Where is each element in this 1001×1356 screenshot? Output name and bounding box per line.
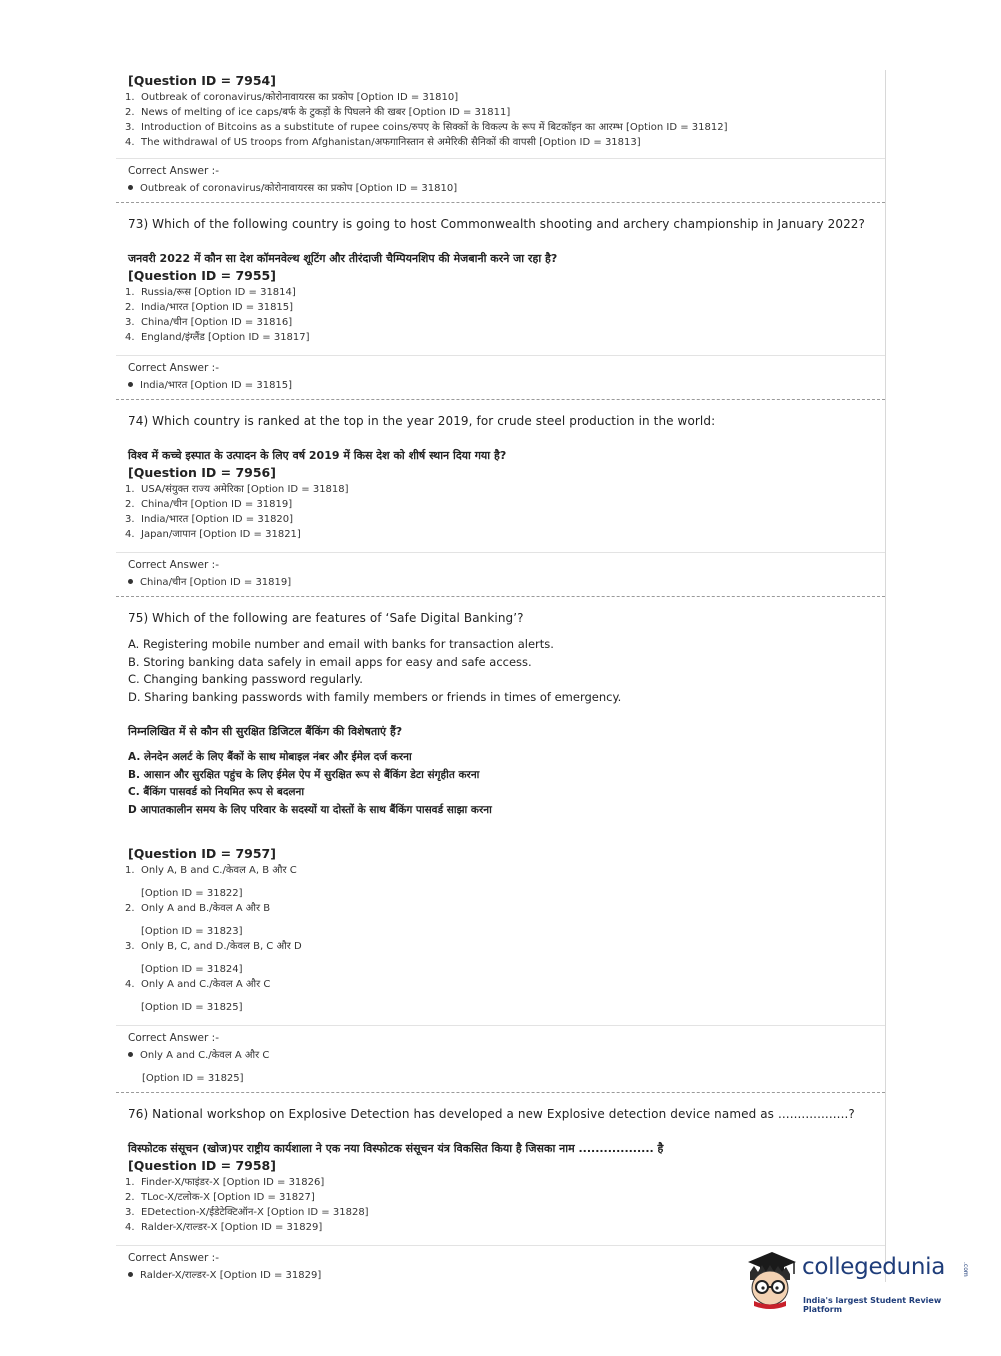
option-text: Outbreak of coronavirus/कोरोनावायरस का प्रकोप [Option ID = 31810] <box>141 92 459 103</box>
question-separator <box>116 399 885 400</box>
correct-answer-label: Correct Answer :- <box>128 1032 219 1044</box>
option-item <box>125 1175 885 1190</box>
option-number: 1. <box>125 92 135 103</box>
question-separator <box>116 1092 885 1093</box>
question-id: [Question ID = 7955] <box>128 268 276 283</box>
option-number: 3. <box>125 941 135 952</box>
answer-text: India/भारत [Option ID = 31815] <box>140 380 293 391</box>
question-73-block <box>116 216 885 345</box>
correct-answer-label: Correct Answer :- <box>128 165 219 177</box>
option-item <box>125 135 885 150</box>
option-text: England/इंग्लैंड [Option ID = 31817] <box>141 332 310 343</box>
statements-english <box>116 636 885 706</box>
option-item <box>125 105 885 120</box>
question-hindi: जनवरी 2022 में कौन सा देश कॉमनवेल्थ शूटिंग और तीरंदाजी चैम्पियनशिप की मेजबानी करने जा रहा है? <box>128 252 558 265</box>
brand-domain: .com <box>962 1262 969 1277</box>
divider <box>116 355 885 356</box>
option-text: India/भारत [Option ID = 31820] <box>141 514 294 525</box>
option-number: 4. <box>125 1222 135 1233</box>
option-number: 4. <box>125 137 135 148</box>
option-item <box>125 300 885 315</box>
option-item <box>125 977 885 1015</box>
option-text: TLoc-X/टलोक-X [Option ID = 31827] <box>141 1192 315 1203</box>
options-list <box>116 482 885 542</box>
option-number: 4. <box>125 332 135 343</box>
option-item <box>125 482 885 497</box>
option-item <box>125 120 885 135</box>
question-title: 76) National workshop on Explosive Detection has developed a new Explosive detection device named as ..................? <box>128 1107 855 1121</box>
correct-answer-label: Correct Answer :- <box>128 362 219 374</box>
bullet-icon <box>128 382 133 387</box>
correct-answer-label: Correct Answer :- <box>128 559 219 571</box>
divider <box>116 158 885 159</box>
statement-hindi: B. आसान और सुरक्षित पहुंच के लिए ईमेल ऐप में सुरक्षित रूप से बैंकिंग डेटा संगृहीत करना <box>128 768 480 781</box>
statement: C. Changing banking password regularly. <box>128 672 363 686</box>
bullet-icon <box>128 579 133 584</box>
answer-75-block <box>116 1031 885 1086</box>
bullet-icon <box>128 185 133 190</box>
option-text: Only A and B./केवल A और B <box>141 903 271 914</box>
option-text: The withdrawal of US troops from Afghanistan/अफगानिस्तान से अमेरिकी सैनिकों की वापसी [Option ID = 31813] <box>141 137 641 148</box>
option-number: 4. <box>125 979 135 990</box>
question-id: [Question ID = 7954] <box>128 73 276 88</box>
answer-text: Ralder-X/राल्डर-X [Option ID = 31829] <box>140 1270 322 1281</box>
options-list <box>116 90 885 150</box>
question-id: [Question ID = 7958] <box>128 1158 276 1173</box>
bullet-icon <box>128 1272 133 1277</box>
option-id: [Option ID = 31825] <box>141 1002 243 1013</box>
option-item <box>125 1190 885 1205</box>
answer-73-block <box>116 361 885 393</box>
correct-answer-label: Correct Answer :- <box>128 1252 219 1264</box>
option-number: 3. <box>125 1207 135 1218</box>
question-id: [Question ID = 7956] <box>128 465 276 480</box>
question-hindi: विश्व में कच्चे इस्पात के उत्पादन के लिए वर्ष 2019 में किस देश को शीर्ष स्थान दिया गया है? <box>128 449 507 462</box>
brand-tagline: India's largest Student Review Platform <box>803 1296 942 1314</box>
statement-hindi: C. बैंकिंग पासवर्ड को नियमित रूप से बदलना <box>128 786 305 798</box>
question-72-block <box>116 73 885 150</box>
bullet-icon <box>128 1052 133 1057</box>
answer-text: Outbreak of coronavirus/कोरोनावायरस का प्रकोप [Option ID = 31810] <box>140 183 458 194</box>
option-text: Russia/रूस [Option ID = 31814] <box>141 287 296 298</box>
statement: D. Sharing banking passwords with family members or friends in times of emergency. <box>128 689 622 704</box>
option-number: 3. <box>125 514 135 525</box>
option-text: China/चीन [Option ID = 31819] <box>141 499 293 510</box>
collegedunia-logo <box>740 1248 970 1312</box>
question-title: 73) Which of the following country is going to host Commonwealth shooting and archery championship in January 2022? <box>128 217 866 231</box>
option-item <box>125 1205 885 1220</box>
options-list <box>116 1175 885 1235</box>
option-text: News of melting of ice caps/बर्फ के टुकड़ों के पिघलने की खबर [Option ID = 31811] <box>141 107 511 118</box>
statement: B. Storing banking data safely in email apps for easy and safe access. <box>128 654 532 669</box>
question-75-block <box>116 610 885 819</box>
statements-hindi <box>116 749 885 819</box>
answer-text: China/चीन [Option ID = 31819] <box>140 577 292 588</box>
answer-72-block <box>116 164 885 196</box>
answer-option-id: [Option ID = 31825] <box>142 1073 244 1084</box>
option-number: 3. <box>125 317 135 328</box>
option-text: Japan/जापान [Option ID = 31821] <box>141 529 301 540</box>
option-number: 2. <box>125 1192 135 1203</box>
options-list <box>116 285 885 345</box>
question-title: 74) Which country is ranked at the top in the year 2019, for crude steel production in the world: <box>128 414 716 428</box>
question-separator <box>116 202 885 203</box>
student-mascot-icon <box>740 1248 800 1310</box>
correct-answer <box>128 378 885 393</box>
question-separator <box>116 596 885 597</box>
option-number: 2. <box>125 903 135 914</box>
answer-text: Only A and C./केवल A और C <box>140 1050 270 1061</box>
option-number: 1. <box>125 865 135 876</box>
divider <box>116 1245 885 1246</box>
option-number: 1. <box>125 287 135 298</box>
options-list <box>116 863 885 1015</box>
question-hindi: निम्नलिखित में से कौन सी सुरक्षित डिजिटल बैंकिंग की विशेषताएं हैं? <box>128 725 403 738</box>
option-item <box>125 285 885 300</box>
option-text: Only A, B and C./केवल A, B और C <box>141 865 297 876</box>
option-item <box>125 315 885 330</box>
statement-hindi: A. लेनदेन अलर्ट के लिए बैंकों के साथ मोबाइल नंबर और ईमेल दर्ज करना <box>128 751 412 763</box>
option-text: Finder-X/फाइंडर-X [Option ID = 31826] <box>141 1177 325 1188</box>
statement-hindi: D आपातकालीन समय के लिए परिवार के सदस्यों या दोस्तों के साथ बैंकिंग पासवर्ड साझा करना <box>128 803 492 816</box>
divider <box>116 552 885 553</box>
option-item <box>125 863 885 901</box>
option-id: [Option ID = 31822] <box>141 888 243 899</box>
option-item <box>125 90 885 105</box>
option-text: Only B, C, and D./केवल B, C और D <box>141 941 302 952</box>
brand-name: collegedunia <box>802 1254 946 1280</box>
option-id: [Option ID = 31823] <box>141 926 243 937</box>
option-item <box>125 939 885 977</box>
option-item <box>125 1220 885 1235</box>
correct-answer <box>128 1048 885 1086</box>
answer-74-block <box>116 558 885 590</box>
option-number: 3. <box>125 122 135 133</box>
option-id: [Option ID = 31824] <box>141 964 243 975</box>
question-hindi: विस्फोटक संसूचन (खोज)पर राष्ट्रीय कार्यशाला ने एक नया विस्फोटक संसूचन यंत्र विकसित किया है जिसका नाम .................. है <box>128 1142 664 1155</box>
correct-answer <box>128 575 885 590</box>
option-number: 2. <box>125 107 135 118</box>
question-paper-sheet <box>116 70 886 1282</box>
option-text: China/चीन [Option ID = 31816] <box>141 317 293 328</box>
option-text: Only A and C./केवल A और C <box>141 979 271 990</box>
option-item <box>125 512 885 527</box>
option-number: 1. <box>125 484 135 495</box>
question-74-block <box>116 413 885 542</box>
correct-answer <box>128 181 885 196</box>
option-number: 4. <box>125 529 135 540</box>
option-item <box>125 497 885 512</box>
question-76-block <box>116 1106 885 1235</box>
option-number: 2. <box>125 302 135 313</box>
option-number: 2. <box>125 499 135 510</box>
option-item <box>125 330 885 345</box>
option-item <box>125 901 885 939</box>
option-text: USA/संयुक्त राज्य अमेरिका [Option ID = 31818] <box>141 484 349 495</box>
question-title: 75) Which of the following are features of ‘Safe Digital Banking’? <box>128 611 524 625</box>
question-id: [Question ID = 7957] <box>128 846 276 861</box>
option-text: Introduction of Bitcoins as a substitute of rupee coins/रुपए के सिक्कों के विकल्प के रूप में बिटकॉइन का आरम्भ [Option ID = 31812] <box>141 122 728 133</box>
divider <box>116 1025 885 1026</box>
option-number: 1. <box>125 1177 135 1188</box>
option-item <box>125 527 885 542</box>
option-text: EDetection-X/ईडेटेक्टिऑन-X [Option ID = 31828] <box>141 1207 369 1218</box>
question-75-options-block <box>116 846 885 1015</box>
option-text: Ralder-X/राल्डर-X [Option ID = 31829] <box>141 1222 323 1233</box>
statement: A. Registering mobile number and email with banks for transaction alerts. <box>128 637 554 651</box>
option-text: India/भारत [Option ID = 31815] <box>141 302 294 313</box>
